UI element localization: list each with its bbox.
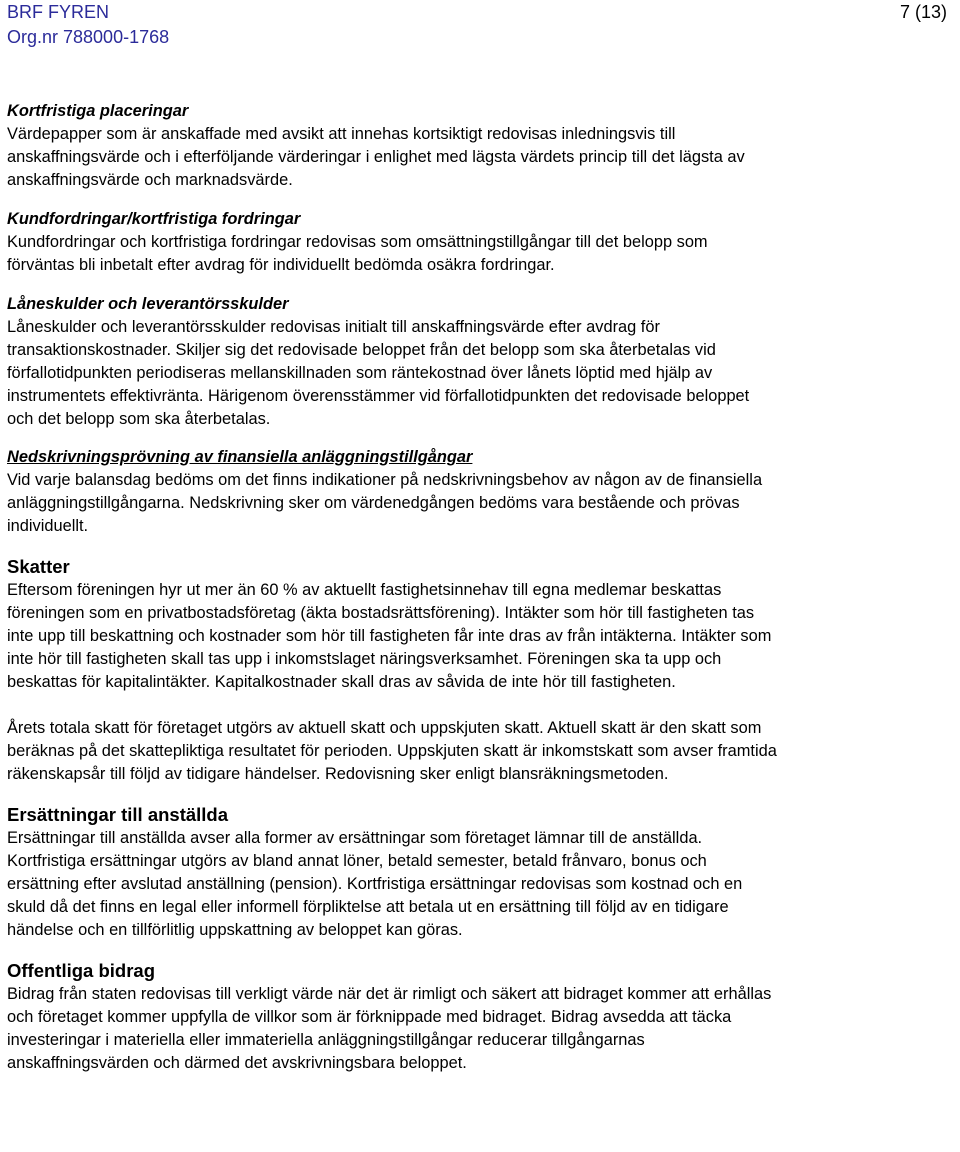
paragraph-line: Vid varje balansdag bedöms om det finns indikationer på nedskrivningsbehov av någon av de finansiella	[7, 471, 763, 489]
paragraph-line: anläggningstillgångarna. Nedskrivning sker om värdenedgången bedöms vara bestående och prövas	[7, 494, 740, 512]
paragraph-line: ersättning efter avslutad anställning (pension). Kortfristiga ersättningar redovisas som kostnad och en	[7, 875, 743, 893]
paragraph-line: räkenskapsår till följd av tidigare händelser. Redovisning sker enligt blansräkningsmetoden.	[7, 765, 669, 783]
paragraph-line: inte upp till beskattning och kostnader som hör till fastigheten får inte dras av från intäkterna. Intäkter som	[7, 627, 772, 645]
paragraph-line: Eftersom föreningen hyr ut mer än 60 % av aktuellt fastighetsinnehav till egna medlemar beskattas	[7, 581, 722, 599]
paragraph-line: föreningen som en privatbostadsföretag (äkta bostadsrättsförening). Intäkter som hör till fastigheten tas	[7, 604, 755, 622]
document-body	[7, 100, 957, 1075]
section-heading: Ersättningar till anställda	[7, 804, 229, 825]
paragraph-line: anskaffningsvärde och marknadsvärde.	[7, 171, 293, 189]
paragraph-line: förfallotidpunkten periodiseras mellanskillnaden som räntekostnad över lånets löptid med hjälp av	[7, 364, 713, 382]
paragraph-line: investeringar i materiella eller immateriella anläggningstillgångar reducerar tillgångarnas	[7, 1031, 645, 1049]
section-heading: Skatter	[7, 556, 70, 577]
paragraph-line: beräknas på det skattepliktiga resultatet för perioden. Uppskjuten skatt är inkomstskatt som avser framtida	[7, 742, 777, 760]
paragraph-line: anskaffningsvärde och i efterföljande värderingar i enlighet med lägsta värdets princip till det lägsta av	[7, 148, 745, 166]
paragraph-line: instrumentets effektivränta. Härigenom överensstämmer vid förfallotidpunkten det redovisade beloppet	[7, 387, 750, 405]
paragraph-line: anskaffningsvärden och därmed det avskrivningsbara beloppet.	[7, 1054, 467, 1072]
section-heading: Kundfordringar/kortfristiga fordringar	[7, 210, 301, 228]
section-offentliga-bidrag	[7, 958, 957, 1075]
section-ersattningar	[7, 802, 957, 942]
paragraph-line: och det belopp som ska återbetalas.	[7, 410, 271, 428]
paragraph-line: Årets totala skatt för företaget utgörs av aktuell skatt och uppskjuten skatt. Aktuell skatt är den skatt som	[7, 719, 762, 737]
org-number: Org.nr 788000-1768	[7, 27, 170, 47]
section-heading: Nedskrivningsprövning av finansiella anläggningstillgångar	[7, 448, 473, 466]
section-kundfordringar	[7, 208, 957, 277]
paragraph-line: Kundfordringar och kortfristiga fordringar redovisas som omsättningstillgångar till det belopp som	[7, 233, 708, 251]
paragraph-line: och företaget kommer uppfylla de villkor som är förknippade med bidraget. Bidrag avsedda att täcka	[7, 1008, 732, 1026]
paragraph-line: händelse och en tillförlitlig uppskattning av beloppet kan göras.	[7, 921, 463, 939]
paragraph-line: individuellt.	[7, 517, 89, 535]
section-skatter	[7, 554, 957, 786]
section-heading: Kortfristiga placeringar	[7, 102, 189, 120]
paragraph-line: Värdepapper som är anskaffade med avsikt att innehas kortsiktigt redovisas inledningsvis till	[7, 125, 676, 143]
paragraph-line: Kortfristiga ersättningar utgörs av bland annat löner, betald semester, betald frånvaro, bonus och	[7, 852, 707, 870]
paragraph-line: Låneskulder och leverantörsskulder redovisas initialt till anskaffningsvärde efter avdrag för	[7, 318, 660, 336]
org-name: BRF FYREN	[7, 2, 110, 22]
paragraph-line: förväntas bli inbetalt efter avdrag för individuellt bedömda osäkra fordringar.	[7, 256, 555, 274]
paragraph-line: beskattas för kapitalintäkter. Kapitalkostnader skall dras av såvida de inte hör till fastigheten.	[7, 673, 676, 691]
paragraph-line: transaktionskostnader. Skiljer sig det redovisade beloppet från det belopp som ska återbetalas vid	[7, 341, 716, 359]
section-nedskrivningsprovning	[7, 446, 957, 538]
page-header	[7, 0, 169, 50]
paragraph-line: Bidrag från staten redovisas till verkligt värde när det är rimligt och säkert att bidraget kommer att erhållas	[7, 985, 772, 1003]
section-laneskulder	[7, 293, 957, 431]
section-heading: Offentliga bidrag	[7, 960, 155, 981]
page-number: 7 (13)	[899, 2, 947, 22]
section-heading: Låneskulder och leverantörsskulder	[7, 295, 289, 313]
section-kortfristiga-placeringar	[7, 100, 957, 192]
paragraph-line: inte hör till fastigheten skall tas upp i inkomstslaget näringsverksamhet. Föreningen ska ta upp och	[7, 650, 722, 668]
paragraph-line: Ersättningar till anställda avser alla former av ersättningar som företaget lämnar till de anställda.	[7, 829, 703, 847]
paragraph-line: skuld då det finns en legal eller informell förpliktelse att betala ut en ersättning till följd av en tidigare	[7, 898, 729, 916]
